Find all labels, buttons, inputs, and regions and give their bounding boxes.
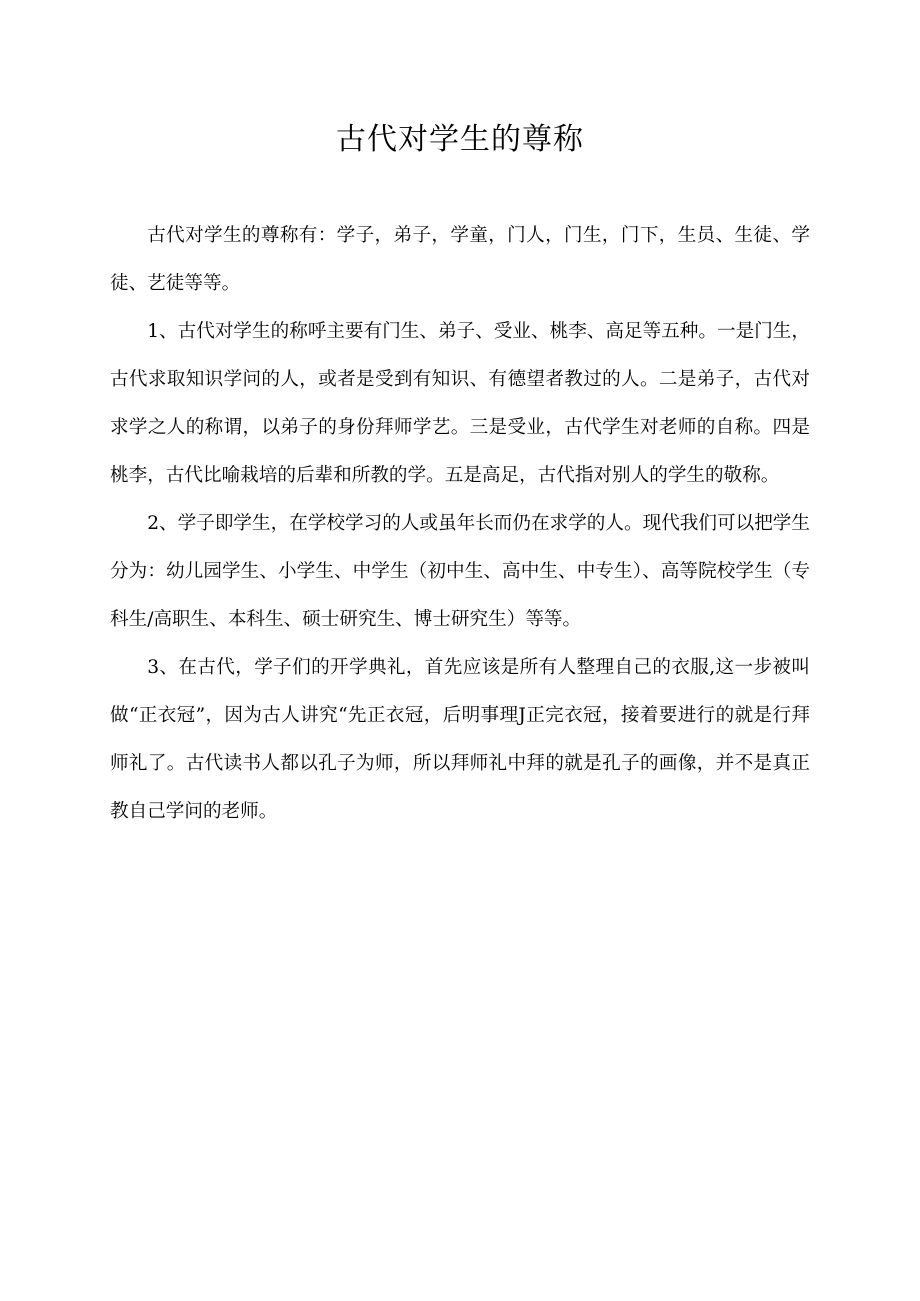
paragraph-3: 3、在古代，学子们的开学典礼，首先应该是所有人整理自己的衣服,这一步被叫做“正衣冠”，因为古人讲究“先正衣冠，后明事理J正完衣冠，接着要进行的就是行拜师礼了。古代读书人都以孔子为师，所以拜师礼中拜的就是孔子的画像，并不是真正教自己学问的老师。 — [110, 657, 810, 822]
paragraph-1: 1、古代对学生的称呼主要有门生、弟子、受业、桃李、高足等五种。一是门生，古代求取知识学问的人，或者是受到有知识、有德望者教过的人。二是弟子，古代对求学之人的称谓，以弟子的身份拜师学艺。三是受业，古代学生对老师的自称。四是桃李，古代比喻栽培的后辈和所教的学。五是高足，古代指对别人的学生的敬称。 — [110, 321, 810, 486]
document-title: 古代对学生的尊称 — [336, 122, 584, 157]
paragraph-intro: 古代对学生的尊称有：学子，弟子，学童，门人，门生，门下，生员、生徒、学徒、艺徒等等。 — [110, 225, 810, 294]
document-body — [110, 212, 810, 836]
paragraph-2: 2、学子即学生，在学校学习的人或虽年长而仍在求学的人。现代我们可以把学生分为：幼儿园学生、小学生、中学生（初中生、高中生、中专生）、高等院校学生（专科生/高职生、本科生、硕士研究生、博士研究生）等等。 — [110, 513, 810, 630]
